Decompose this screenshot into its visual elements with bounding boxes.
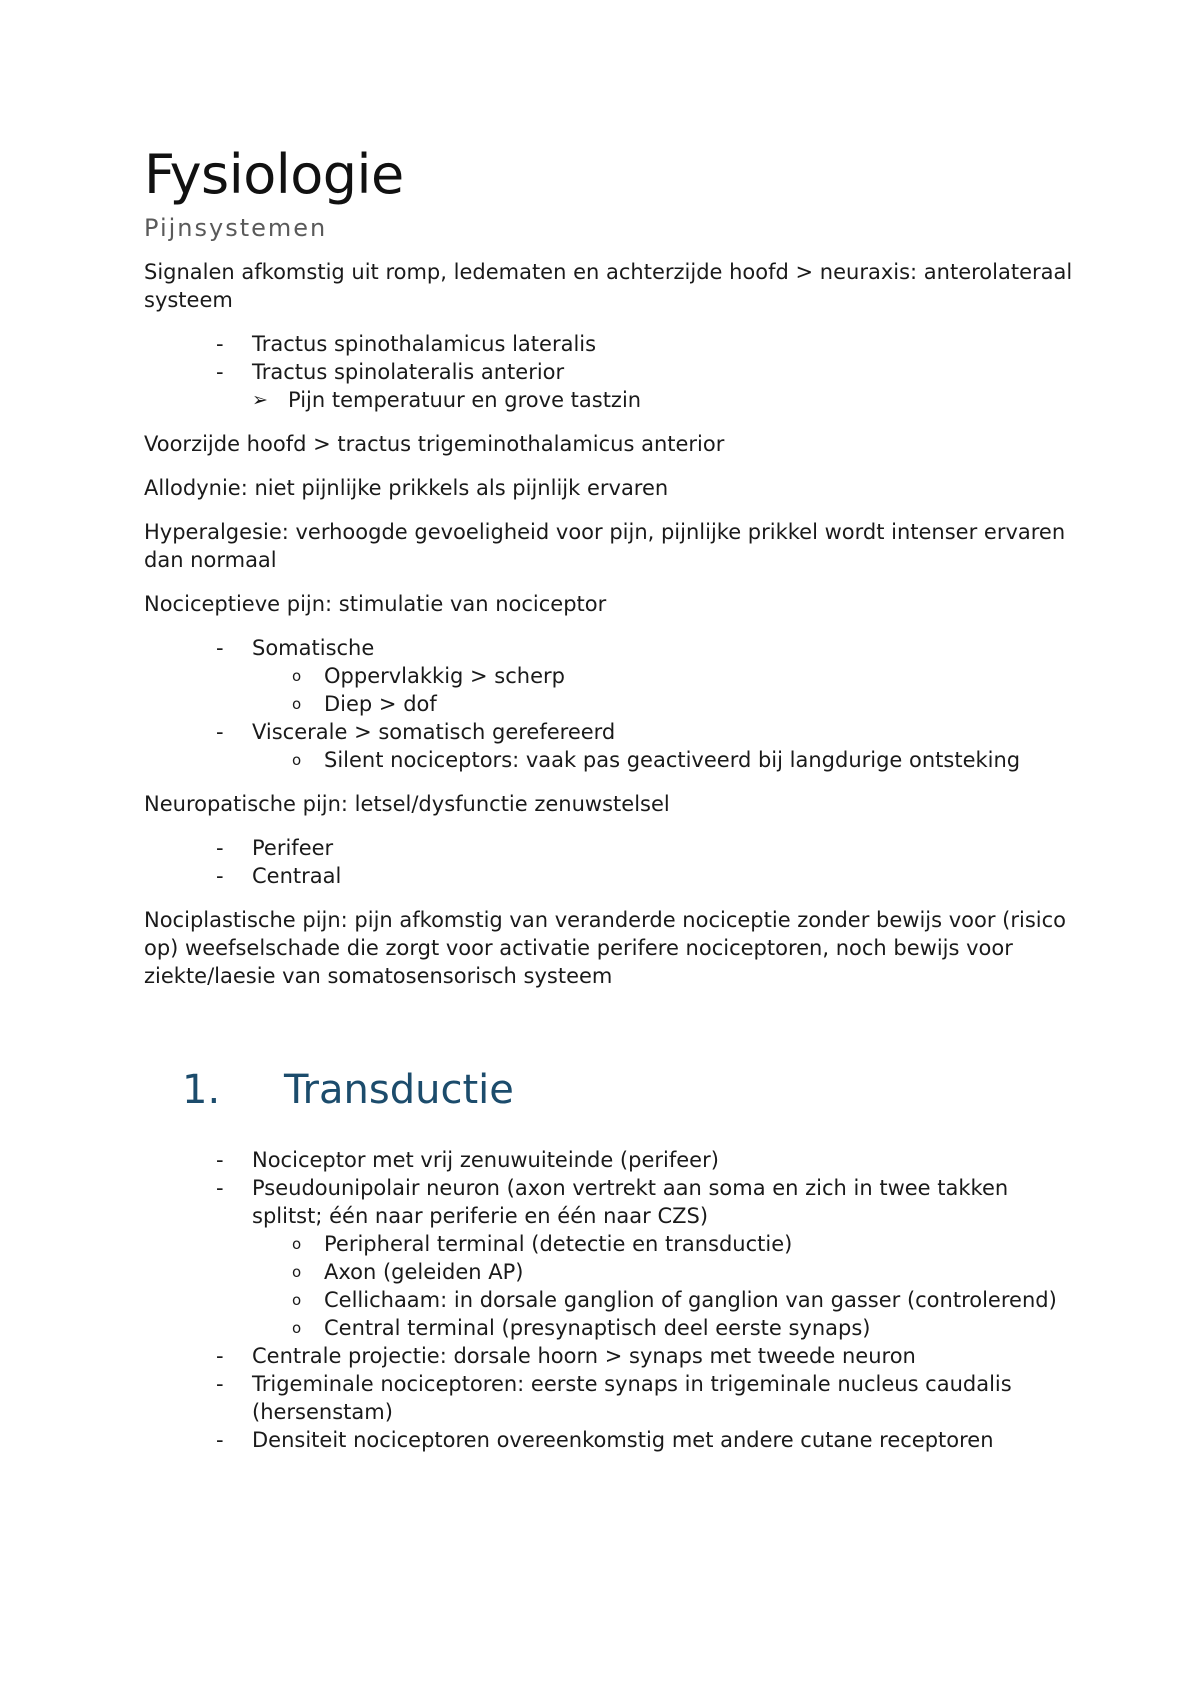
list-item	[144, 834, 1074, 862]
document-subtitle: Pijnsystemen	[144, 214, 328, 242]
list-item-text: Peripheral terminal (detectie en transductie)	[324, 1232, 793, 1256]
paragraph-nociceptieve: Nociceptieve pijn: stimulatie van nociceptor	[144, 592, 607, 616]
paragraph-nociplastische: Nociplastische pijn: pijn afkomstig van veranderde nociceptie zonder bewijs voor (risico op) weefselschade die zorgt voor activatie perifere nociceptoren, noch bewijs voor ziekte/laesie van somatosensorisch systeem	[144, 908, 1067, 988]
section-title: Transductie	[284, 1067, 514, 1113]
list-tractus	[144, 330, 1074, 414]
list-item	[144, 718, 1074, 746]
list-subitem	[144, 1314, 1074, 1342]
list-item-text: Viscerale > somatisch gerefereerd	[252, 720, 616, 744]
dash-bullet: -	[216, 720, 224, 744]
list-item	[144, 1342, 1074, 1370]
circle-bullet-icon: o	[292, 695, 302, 713]
list-item-text: Diep > dof	[324, 692, 437, 716]
list-item-text: Oppervlakkig > scherp	[324, 664, 565, 688]
dash-bullet: -	[216, 864, 224, 888]
section-number: 1.	[182, 1067, 221, 1113]
list-subitem	[144, 690, 1074, 718]
dash-bullet: -	[216, 332, 224, 356]
arrow-bullet-icon: ➢	[252, 389, 268, 411]
list-item-text: Central terminal (presynaptisch deel eerste synaps)	[324, 1316, 871, 1340]
section-heading	[182, 1068, 1074, 1112]
list-item-text: Pseudounipolair neuron (axon vertrekt aan soma en zich in twee takken splitst; één naar periferie en één naar CZS)	[252, 1176, 1009, 1228]
list-subitem	[144, 1230, 1074, 1258]
paragraph-hyperalgesie: Hyperalgesie: verhoogde gevoeligheid voor pijn, pijnlijke prikkel wordt intenser ervaren dan normaal	[144, 520, 1066, 572]
dash-bullet: -	[216, 1372, 224, 1396]
dash-bullet: -	[216, 1428, 224, 1452]
list-subitem	[144, 1286, 1074, 1314]
dash-bullet: -	[216, 636, 224, 660]
list-transductie	[144, 1146, 1074, 1454]
list-item	[144, 862, 1074, 890]
dash-bullet: -	[216, 1344, 224, 1368]
circle-bullet-icon: o	[292, 1291, 302, 1309]
list-subitem	[144, 386, 1074, 414]
list-item	[144, 330, 1074, 358]
list-item-text: Densiteit nociceptoren overeenkomstig met andere cutane receptoren	[252, 1428, 994, 1452]
list-nociceptieve	[144, 634, 1074, 774]
paragraph-allodynie: Allodynie: niet pijnlijke prikkels als pijnlijk ervaren	[144, 476, 669, 500]
list-item	[144, 358, 1074, 386]
list-item-text: Centrale projectie: dorsale hoorn > synaps met tweede neuron	[252, 1344, 916, 1368]
list-item-text: Silent nociceptors: vaak pas geactiveerd bij langdurige ontsteking	[324, 748, 1021, 772]
paragraph-signalen: Signalen afkomstig uit romp, ledematen en achterzijde hoofd > neuraxis: anterolateraal systeem	[144, 260, 1073, 312]
list-subitem	[144, 662, 1074, 690]
list-item-text: Perifeer	[252, 836, 334, 860]
list-item-text: Pijn temperatuur en grove tastzin	[288, 388, 642, 412]
list-item-text: Nociceptor met vrij zenuwuiteinde (perifeer)	[252, 1148, 719, 1172]
dash-bullet: -	[216, 1148, 224, 1172]
list-item	[144, 1146, 1074, 1174]
list-item-text: Axon (geleiden AP)	[324, 1260, 524, 1284]
paragraph-voorzijde: Voorzijde hoofd > tractus trigeminothalamicus anterior	[144, 432, 725, 456]
list-item-text: Tractus spinothalamicus lateralis	[252, 332, 597, 356]
list-item-text: Cellichaam: in dorsale ganglion of ganglion van gasser (controlerend)	[324, 1288, 1057, 1312]
list-neuropatische	[144, 834, 1074, 890]
paragraph-neuropatische: Neuropatische pijn: letsel/dysfunctie zenuwstelsel	[144, 792, 670, 816]
list-item-text: Tractus spinolateralis anterior	[252, 360, 565, 384]
list-item-text: Somatische	[252, 636, 375, 660]
list-item	[144, 634, 1074, 662]
dash-bullet: -	[216, 1176, 224, 1200]
circle-bullet-icon: o	[292, 1319, 302, 1337]
document-content	[144, 138, 1074, 1470]
circle-bullet-icon: o	[292, 667, 302, 685]
circle-bullet-icon: o	[292, 751, 302, 769]
circle-bullet-icon: o	[292, 1235, 302, 1253]
list-item-text: Trigeminale nociceptoren: eerste synaps in trigeminale nucleus caudalis (hersenstam)	[252, 1372, 1012, 1424]
list-item	[144, 1426, 1074, 1454]
list-item-text: Centraal	[252, 864, 342, 888]
dash-bullet: -	[216, 360, 224, 384]
list-item	[144, 1370, 1074, 1426]
dash-bullet: -	[216, 836, 224, 860]
list-subitem	[144, 746, 1074, 774]
document-title: Fysiologie	[144, 143, 404, 206]
list-item	[144, 1174, 1074, 1230]
circle-bullet-icon: o	[292, 1263, 302, 1281]
list-subitem	[144, 1258, 1074, 1286]
